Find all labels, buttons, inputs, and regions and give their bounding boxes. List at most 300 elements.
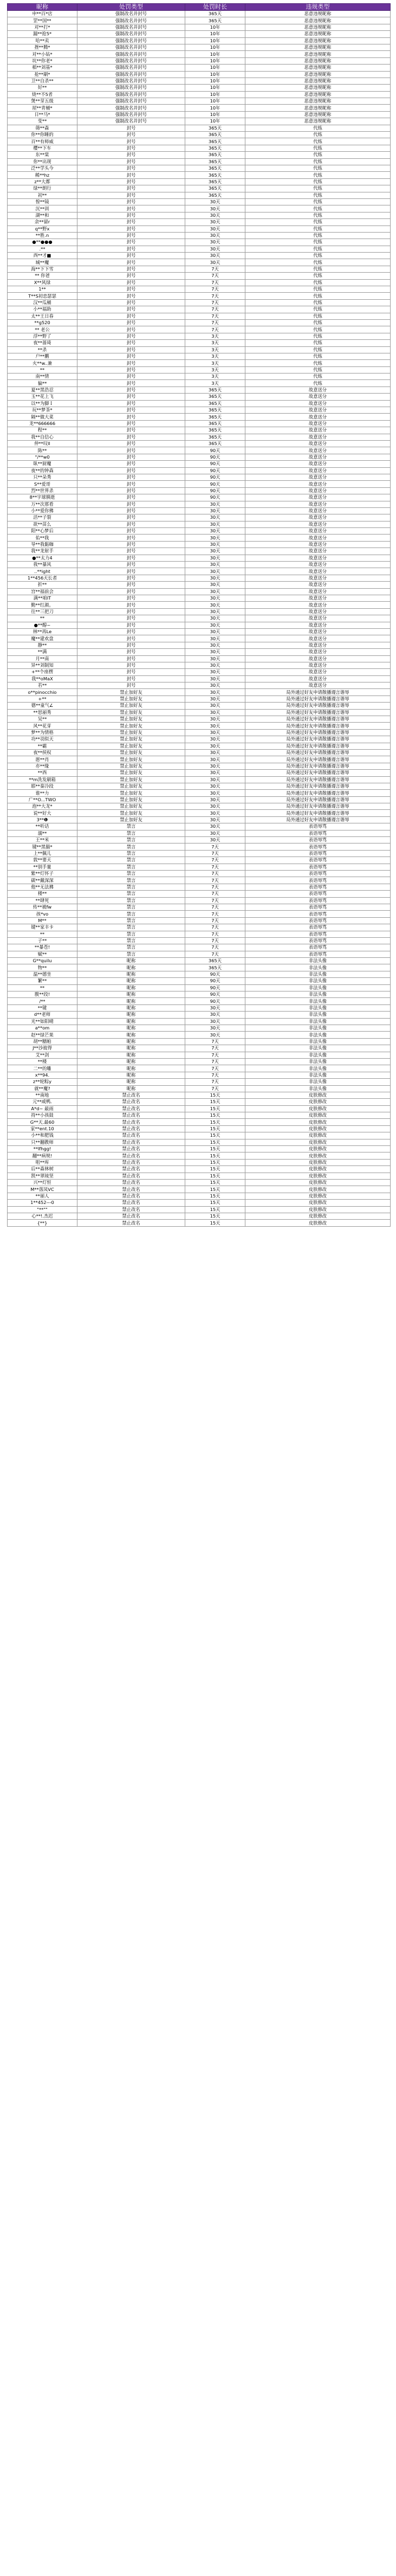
- table-row: [8, 1112, 391, 1119]
- table-row: [8, 602, 391, 608]
- cell-penalty-type: 强制改名并封号: [77, 111, 185, 118]
- cell-violation-type: 代练: [245, 232, 391, 239]
- cell-violation-type: 故意送分: [245, 474, 391, 480]
- table-row: [8, 608, 391, 615]
- cell-nickname: **胜.n: [8, 232, 77, 239]
- cell-nickname: z**大都: [8, 178, 77, 185]
- cell-nickname: 上**佩儿: [8, 850, 77, 856]
- cell-nickname: 夜**的钟森: [8, 467, 77, 474]
- cell-violation-type: 皮肤修改: [245, 1092, 391, 1098]
- cell-penalty-type: 禁言: [77, 830, 185, 836]
- cell-violation-type: 故意送分: [245, 528, 391, 534]
- cell-violation-type: 局外通过好友申请散播谩言谐辱: [245, 790, 391, 796]
- cell-penalty-duration: 30天: [185, 675, 245, 682]
- table-row: [8, 239, 391, 246]
- cell-penalty-type: 封号: [77, 441, 185, 447]
- cell-penalty-type: 强制改名并封号: [77, 118, 185, 125]
- cell-penalty-type: 昵称: [77, 1072, 185, 1078]
- table-row: [8, 1152, 391, 1159]
- cell-violation-type: 皮肤修改: [245, 1099, 391, 1105]
- cell-violation-type: 代练: [245, 380, 391, 387]
- cell-penalty-duration: 365天: [185, 138, 245, 145]
- cell-violation-type: 故意送分: [245, 534, 391, 541]
- cell-violation-type: 局外通过好友申请散播谩言谐辱: [245, 723, 391, 729]
- cell-penalty-duration: 90天: [185, 984, 245, 991]
- cell-violation-type: 非法头像: [245, 1004, 391, 1011]
- cell-nickname: 楼**: [8, 891, 77, 897]
- cell-nickname: d**老师: [8, 1012, 77, 1018]
- cell-penalty-type: 封号: [77, 622, 185, 628]
- table-row: [8, 434, 391, 440]
- cell-violation-type: 故意送分: [245, 507, 391, 514]
- cell-penalty-type: 封号: [77, 326, 185, 333]
- cell-violation-type: 局外通过好友申请散播谩言谐辱: [245, 709, 391, 716]
- cell-penalty-duration: 30天: [185, 226, 245, 232]
- cell-penalty-duration: 30天: [185, 823, 245, 830]
- cell-violation-type: 故意送分: [245, 467, 391, 474]
- table-row: [8, 212, 391, 218]
- cell-violation-type: 故意送分: [245, 649, 391, 655]
- cell-nickname: 只**朵秀: [8, 474, 77, 480]
- table-row: [8, 951, 391, 957]
- cell-penalty-duration: 30天: [185, 582, 245, 588]
- table-row: [8, 454, 391, 460]
- cell-penalty-type: 禁言: [77, 937, 185, 944]
- cell-nickname: 西**才■: [8, 253, 77, 259]
- table-row: [8, 1038, 391, 1045]
- table-row: [8, 387, 391, 393]
- cell-penalty-duration: 15天: [185, 1159, 245, 1165]
- cell-violation-type: 局外通过好友申请散播谩言谐辱: [245, 703, 391, 709]
- cell-nickname: 3**❶: [8, 816, 77, 823]
- cell-penalty-type: 封号: [77, 534, 185, 541]
- cell-violation-type: 代练: [245, 226, 391, 232]
- cell-penalty-type: 封号: [77, 165, 185, 171]
- cell-violation-type: 表语辱骂: [245, 857, 391, 864]
- cell-nickname: **听话: [8, 823, 77, 830]
- cell-penalty-duration: 90天: [185, 991, 245, 998]
- cell-penalty-duration: 7天: [185, 904, 245, 910]
- cell-penalty-duration: 15天: [185, 1092, 245, 1098]
- cell-nickname: 孩*vo: [8, 911, 77, 917]
- cell-violation-type: 恶意违规昵称: [245, 44, 391, 50]
- cell-nickname: {**}: [8, 1220, 77, 1226]
- cell-violation-type: 皮肤修改: [245, 1213, 391, 1219]
- cell-penalty-type: 封号: [77, 205, 185, 212]
- cell-penalty-type: 封号: [77, 582, 185, 588]
- cell-violation-type: 表语辱骂: [245, 937, 391, 944]
- cell-penalty-type: 封号: [77, 481, 185, 487]
- table-row: [8, 185, 391, 192]
- cell-nickname: ..**ight: [8, 568, 77, 575]
- cell-penalty-duration: 30天: [185, 790, 245, 796]
- cell-nickname: 臥**厨魔: [8, 461, 77, 467]
- cell-penalty-type: 昵称: [77, 1045, 185, 1052]
- cell-nickname: 勤**红颜。: [8, 602, 77, 608]
- cell-penalty-type: 禁止加好友: [77, 743, 185, 749]
- cell-penalty-duration: 30天: [185, 649, 245, 655]
- table-row: [8, 615, 391, 622]
- cell-penalty-duration: 30天: [185, 514, 245, 521]
- table-row: [8, 1206, 391, 1213]
- cell-penalty-duration: 30天: [185, 622, 245, 628]
- cell-violation-type: 表语辱骂: [245, 931, 391, 937]
- cell-penalty-type: 封号: [77, 595, 185, 601]
- cell-violation-type: 皮肤修改: [245, 1200, 391, 1206]
- cell-penalty-duration: 30天: [185, 803, 245, 810]
- cell-penalty-type: 封号: [77, 172, 185, 178]
- cell-nickname: x**94.: [8, 1072, 77, 1078]
- table-row: [8, 703, 391, 709]
- cell-nickname: ●**●●●: [8, 239, 77, 246]
- cell-violation-type: 故意送分: [245, 447, 391, 454]
- cell-nickname: 德**童气∠: [8, 703, 77, 709]
- cell-penalty-duration: 15天: [185, 1132, 245, 1139]
- cell-penalty-type: 禁言: [77, 917, 185, 924]
- cell-nickname: 兴**灯恒: [8, 1179, 77, 1186]
- cell-penalty-duration: 90天: [185, 481, 245, 487]
- cell-violation-type: 故意送分: [245, 407, 391, 414]
- cell-penalty-duration: 10年: [185, 51, 245, 57]
- cell-penalty-type: 强制改名并封号: [77, 57, 185, 64]
- cell-violation-type: 恶意违规昵称: [245, 118, 391, 125]
- cell-violation-type: 局外通过好友申请散播谩言谐辱: [245, 689, 391, 695]
- cell-nickname: M**: [8, 917, 77, 924]
- cell-violation-type: 皮肤修改: [245, 1105, 391, 1112]
- table-row: [8, 219, 391, 226]
- cell-nickname: 日**马*: [8, 111, 77, 118]
- table-row: [8, 562, 391, 568]
- table-row: [8, 655, 391, 662]
- cell-violation-type: 代练: [245, 125, 391, 131]
- cell-nickname: 元**咸鸭.: [8, 1099, 77, 1105]
- cell-penalty-type: 禁止改名: [77, 1132, 185, 1139]
- cell-penalty-type: 封号: [77, 145, 185, 151]
- cell-penalty-duration: 7天: [185, 293, 245, 299]
- table-row: [8, 286, 391, 293]
- cell-penalty-type: 禁言: [77, 897, 185, 904]
- cell-nickname: 功**羽似天: [8, 736, 77, 743]
- cell-penalty-duration: 10年: [185, 65, 245, 71]
- cell-penalty-duration: 30天: [185, 253, 245, 259]
- table-row: [8, 582, 391, 588]
- cell-violation-type: 故意送分: [245, 420, 391, 427]
- cell-violation-type: 皮肤修改: [245, 1159, 391, 1165]
- cell-penalty-duration: 15天: [185, 1099, 245, 1105]
- cell-violation-type: 故意送分: [245, 441, 391, 447]
- cell-penalty-duration: 15天: [185, 1125, 245, 1132]
- table-row: [8, 192, 391, 198]
- cell-nickname: 说**好大: [8, 810, 77, 816]
- cell-violation-type: 局外通过好友申请散播谩言谐辱: [245, 816, 391, 823]
- table-row: [8, 911, 391, 917]
- table-row: [8, 441, 391, 447]
- cell-penalty-duration: 15天: [185, 1179, 245, 1186]
- cell-penalty-type: 封号: [77, 649, 185, 655]
- cell-penalty-type: 禁止加好友: [77, 763, 185, 769]
- cell-nickname: S**爱哥: [8, 481, 77, 487]
- cell-nickname: 屋**青桶*: [8, 105, 77, 111]
- cell-nickname: 仲**叹ll: [8, 441, 77, 447]
- table-row: [8, 198, 391, 205]
- cell-penalty-type: 禁言: [77, 931, 185, 937]
- table-row: [8, 810, 391, 816]
- cell-penalty-duration: 30天: [185, 756, 245, 763]
- cell-nickname: A*d~ 最雨: [8, 1105, 77, 1112]
- table-row: [8, 843, 391, 850]
- table-row: [8, 924, 391, 931]
- cell-nickname: **南地: [8, 1092, 77, 1098]
- cell-nickname: 泛**学头今: [8, 165, 77, 171]
- cell-penalty-type: 禁止改名: [77, 1139, 185, 1145]
- cell-penalty-type: 封号: [77, 219, 185, 226]
- cell-nickname: ●**醇~: [8, 622, 77, 628]
- table-row: [8, 1092, 391, 1098]
- cell-nickname: 亦**缘: [8, 763, 77, 769]
- cell-penalty-type: 封号: [77, 608, 185, 615]
- cell-nickname: 咀**库: [8, 1159, 77, 1165]
- cell-violation-type: 非法头像: [245, 978, 391, 984]
- table-row: [8, 1146, 391, 1152]
- cell-penalty-type: 禁言: [77, 850, 185, 856]
- cell-penalty-type: 禁止加好友: [77, 770, 185, 776]
- cell-penalty-duration: 30天: [185, 669, 245, 675]
- cell-violation-type: 皮肤修改: [245, 1173, 391, 1179]
- cell-penalty-duration: 10年: [185, 111, 245, 118]
- cell-penalty-duration: 365天: [185, 414, 245, 420]
- cell-penalty-type: 封号: [77, 521, 185, 527]
- cell-violation-type: 表语辱骂: [245, 944, 391, 951]
- cell-penalty-type: 禁止加好友: [77, 716, 185, 723]
- cell-penalty-type: 禁止改名: [77, 1179, 185, 1186]
- table-row: [8, 884, 391, 890]
- cell-penalty-type: 封号: [77, 494, 185, 501]
- cell-penalty-duration: 15天: [185, 1200, 245, 1206]
- cell-nickname: **: [8, 366, 77, 373]
- cell-penalty-duration: 30天: [185, 689, 245, 695]
- cell-violation-type: 恶意违规昵称: [245, 98, 391, 105]
- cell-penalty-duration: 365天: [185, 152, 245, 158]
- cell-penalty-duration: 30天: [185, 205, 245, 212]
- table-row: [8, 427, 391, 434]
- table-row: [8, 971, 391, 977]
- cell-penalty-type: 禁止加好友: [77, 749, 185, 756]
- table-row: [8, 178, 391, 185]
- cell-nickname: 键**家丰卡: [8, 924, 77, 931]
- cell-penalty-duration: 15天: [185, 1186, 245, 1193]
- cell-penalty-duration: 30天: [185, 595, 245, 601]
- cell-penalty-duration: 365天: [185, 17, 245, 24]
- cell-penalty-duration: 365天: [185, 964, 245, 971]
- cell-penalty-type: 封号: [77, 192, 185, 198]
- cell-penalty-duration: 7天: [185, 1038, 245, 1045]
- table-row: [8, 1200, 391, 1206]
- cell-penalty-type: 强制改名并封号: [77, 98, 185, 105]
- cell-violation-type: 故意送分: [245, 682, 391, 689]
- cell-violation-type: 表语辱骂: [245, 951, 391, 957]
- table-row: [8, 695, 391, 702]
- cell-violation-type: 故意送分: [245, 642, 391, 648]
- cell-penalty-duration: 7天: [185, 279, 245, 286]
- cell-nickname: 1**452---0: [8, 1200, 77, 1206]
- cell-nickname: 满**咱IT: [8, 595, 77, 601]
- cell-penalty-type: 禁止改名: [77, 1173, 185, 1179]
- cell-penalty-type: 封号: [77, 132, 185, 138]
- cell-penalty-type: 强制改名并封号: [77, 71, 185, 78]
- cell-nickname: 偏**: [8, 380, 77, 387]
- cell-penalty-type: 禁止加好友: [77, 689, 185, 695]
- cell-penalty-type: 强制改名并封号: [77, 78, 185, 84]
- cell-penalty-duration: 10年: [185, 118, 245, 125]
- cell-violation-type: 故意送分: [245, 622, 391, 628]
- cell-nickname: 龙**666666: [8, 420, 77, 427]
- cell-nickname: 若**: [8, 682, 77, 689]
- cell-penalty-duration: 30天: [185, 770, 245, 776]
- cell-penalty-type: 昵称: [77, 991, 185, 998]
- cell-nickname: 持**小孩鼓: [8, 1112, 77, 1119]
- cell-penalty-type: 封号: [77, 279, 185, 286]
- cell-penalty-type: 封号: [77, 226, 185, 232]
- cell-nickname: 稀**hz: [8, 172, 77, 178]
- table-row: [8, 1193, 391, 1199]
- cell-nickname: 子**: [8, 937, 77, 944]
- table-row: [8, 273, 391, 279]
- table-row: [8, 991, 391, 998]
- cell-penalty-duration: 15天: [185, 1105, 245, 1112]
- cell-violation-type: 非法头像: [245, 984, 391, 991]
- cell-penalty-duration: 365天: [185, 178, 245, 185]
- cell-nickname: **暴苍!: [8, 944, 77, 951]
- cell-penalty-type: 封号: [77, 555, 185, 561]
- cell-nickname: °/**w0: [8, 454, 77, 460]
- cell-penalty-duration: 30天: [185, 219, 245, 226]
- cell-violation-type: 皮肤修改: [245, 1220, 391, 1226]
- table-row: [8, 481, 391, 487]
- cell-nickname: ** 老公: [8, 326, 77, 333]
- table-header-row: [8, 4, 391, 11]
- cell-nickname: 赋**: [8, 951, 77, 957]
- cell-penalty-type: 封号: [77, 454, 185, 460]
- table-row: [8, 98, 391, 105]
- cell-penalty-duration: 365天: [185, 165, 245, 171]
- cell-violation-type: 非法头像: [245, 1038, 391, 1045]
- table-row: [8, 790, 391, 796]
- cell-penalty-duration: 7天: [185, 1079, 245, 1085]
- table-row: [8, 716, 391, 723]
- cell-penalty-duration: 30天: [185, 837, 245, 843]
- cell-penalty-duration: 7天: [185, 864, 245, 870]
- cell-violation-type: 皮肤修改: [245, 1112, 391, 1119]
- table-row: [8, 904, 391, 910]
- table-row: [8, 138, 391, 145]
- cell-violation-type: 非法头像: [245, 998, 391, 1004]
- table-row: [8, 642, 391, 648]
- cell-penalty-type: 封号: [77, 273, 185, 279]
- cell-penalty-duration: 90天: [185, 494, 245, 501]
- cell-penalty-duration: 365天: [185, 125, 245, 131]
- cell-nickname: 程**: [8, 427, 77, 434]
- cell-violation-type: 局外通过好友申请散播谩言谐辱: [245, 763, 391, 769]
- cell-violation-type: 恶意违规昵称: [245, 71, 391, 78]
- table-row: [8, 1186, 391, 1193]
- cell-penalty-duration: 10年: [185, 24, 245, 30]
- cell-penalty-duration: 30天: [185, 239, 245, 246]
- cell-violation-type: 故意送分: [245, 387, 391, 393]
- table-row: [8, 279, 391, 286]
- table-row: [8, 400, 391, 407]
- cell-penalty-duration: 3天: [185, 346, 245, 353]
- cell-nickname: z**轮粽y: [8, 1079, 77, 1085]
- cell-nickname: 艾**剑: [8, 1052, 77, 1058]
- cell-penalty-type: 封号: [77, 346, 185, 353]
- cell-violation-type: 非法头像: [245, 971, 391, 977]
- cell-penalty-duration: 15天: [185, 1146, 245, 1152]
- cell-nickname: G**天.最60: [8, 1119, 77, 1125]
- table-row: [8, 1099, 391, 1105]
- cell-violation-type: 恶意违规昵称: [245, 57, 391, 64]
- table-row: [8, 723, 391, 729]
- cell-penalty-type: 昵称: [77, 1085, 185, 1092]
- cell-penalty-type: 禁言: [77, 951, 185, 957]
- cell-nickname: 欲**苗么: [8, 521, 77, 527]
- cell-penalty-duration: 30天: [185, 743, 245, 749]
- cell-nickname: 异**刘制知: [8, 662, 77, 668]
- cell-penalty-duration: 30天: [185, 662, 245, 668]
- cell-penalty-duration: 7天: [185, 884, 245, 890]
- table-row: [8, 474, 391, 480]
- cell-violation-type: 恶意违规昵称: [245, 91, 391, 98]
- table-row: [8, 756, 391, 763]
- cell-penalty-type: 封号: [77, 353, 185, 359]
- cell-penalty-duration: 7天: [185, 917, 245, 924]
- cell-nickname: 小**和肥钱: [8, 1132, 77, 1139]
- cell-violation-type: 表语辱骂: [245, 911, 391, 917]
- cell-nickname: 就**魔?: [8, 1085, 77, 1092]
- cell-penalty-type: 昵称: [77, 964, 185, 971]
- cell-penalty-type: 封号: [77, 447, 185, 454]
- cell-penalty-duration: 7天: [185, 944, 245, 951]
- table-row: [8, 259, 391, 266]
- cell-penalty-type: 强制改名并封号: [77, 24, 185, 30]
- table-row: [8, 937, 391, 944]
- cell-violation-type: 代练: [245, 253, 391, 259]
- cell-penalty-type: 禁止加好友: [77, 736, 185, 743]
- cell-violation-type: 局外通过好友申请散播谩言谐辱: [245, 770, 391, 776]
- table-row: [8, 461, 391, 467]
- cell-nickname: 夜**侯权: [8, 749, 77, 756]
- cell-nickname: "**"": [8, 1206, 77, 1213]
- table-row: [8, 776, 391, 783]
- table-row: [8, 1058, 391, 1065]
- table-row: [8, 111, 391, 118]
- cell-nickname: 赵**绿芒果: [8, 1032, 77, 1038]
- cell-nickname: 挫**腾*: [8, 44, 77, 50]
- cell-penalty-duration: 365天: [185, 441, 245, 447]
- cell-penalty-type: 禁止改名: [77, 1146, 185, 1152]
- cell-penalty-type: 封号: [77, 333, 185, 339]
- cell-violation-type: 代练: [245, 185, 391, 192]
- cell-nickname: 对**小钻*: [8, 51, 77, 57]
- cell-penalty-duration: 3天: [185, 373, 245, 380]
- cell-violation-type: 代练: [245, 178, 391, 185]
- cell-penalty-duration: 3天: [185, 380, 245, 387]
- table-row: [8, 205, 391, 212]
- cell-penalty-duration: 30天: [185, 588, 245, 595]
- table-row: [8, 246, 391, 252]
- cell-penalty-type: 封号: [77, 575, 185, 581]
- cell-nickname: +**: [8, 695, 77, 702]
- cell-penalty-type: 禁止改名: [77, 1166, 185, 1173]
